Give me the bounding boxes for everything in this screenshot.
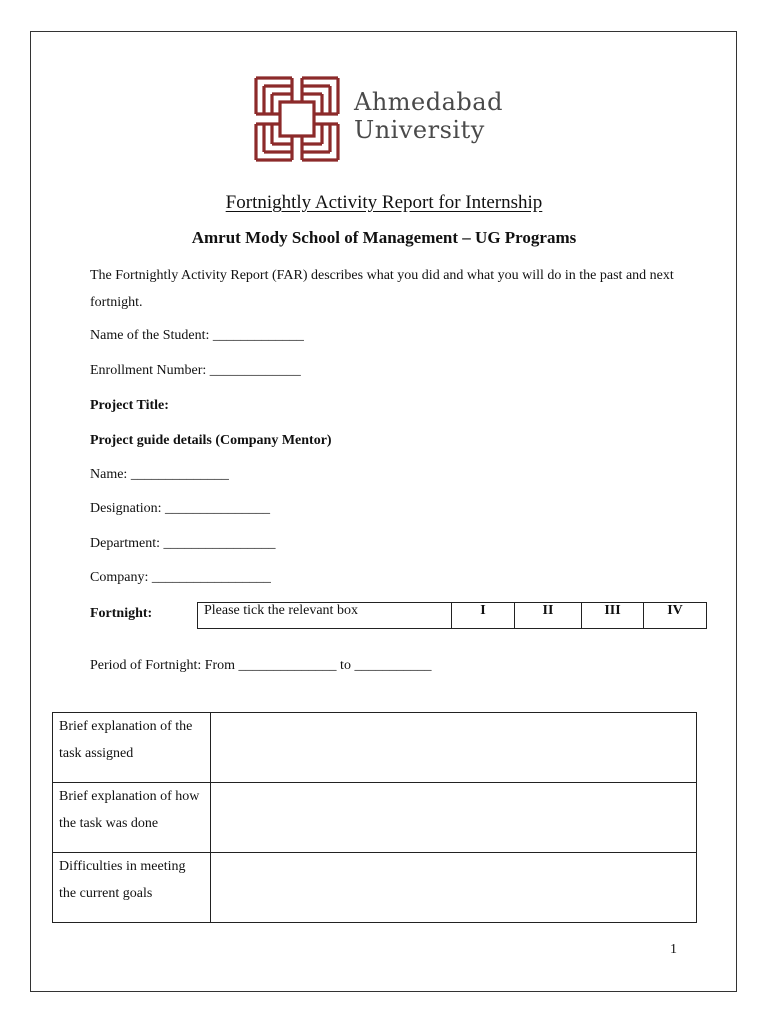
- fortnight-label: Fortnight:: [90, 606, 153, 621]
- fortnight-option-3[interactable]: III: [582, 603, 644, 629]
- task-assigned-label: Brief explanation of the task assigned: [53, 713, 211, 783]
- project-title-field: Project Title:: [90, 398, 169, 413]
- page-number: 1: [670, 942, 677, 957]
- university-name-line2: University: [354, 116, 485, 144]
- university-logo-icon: [252, 74, 342, 164]
- task-method-label: Brief explanation of how the task was done: [53, 783, 211, 853]
- table-row: [53, 713, 697, 783]
- designation-field: Designation: _______________: [90, 501, 271, 516]
- task-method-cell[interactable]: [211, 783, 697, 853]
- table-row: [53, 853, 697, 923]
- fortnight-option-2[interactable]: II: [515, 603, 582, 629]
- fortnight-option-1[interactable]: I: [452, 603, 515, 629]
- fortnight-table: [197, 602, 707, 629]
- guide-details-heading: Project guide details (Company Mentor): [90, 433, 332, 448]
- student-name-field: Name of the Student: _____________: [90, 328, 304, 343]
- difficulties-cell[interactable]: [211, 853, 697, 923]
- task-assigned-cell[interactable]: [211, 713, 697, 783]
- intro-paragraph: The Fortnightly Activity Report (FAR) describes what you did and what you will do in the past and next fortnight.: [90, 268, 674, 310]
- fortnight-option-4[interactable]: IV: [644, 603, 707, 629]
- university-name: [354, 88, 503, 144]
- department-field: Department: ________________: [90, 536, 276, 551]
- company-field: Company: _________________: [90, 570, 271, 585]
- period-field: Period of Fortnight: From ______________ to ___________: [90, 658, 432, 673]
- fortnight-instruction: Please tick the relevant box: [198, 603, 452, 629]
- school-subtitle: Amrut Mody School of Management – UG Programs: [191, 228, 577, 247]
- table-row: [53, 783, 697, 853]
- university-name-line1: Ahmedabad: [354, 88, 503, 116]
- task-table: [52, 712, 697, 923]
- difficulties-label: Difficulties in meeting the current goals: [53, 853, 211, 923]
- enrollment-field: Enrollment Number: _____________: [90, 363, 301, 378]
- report-title: Fortnightly Activity Report for Internship: [225, 192, 543, 213]
- mentor-name-field: Name: ______________: [90, 467, 229, 482]
